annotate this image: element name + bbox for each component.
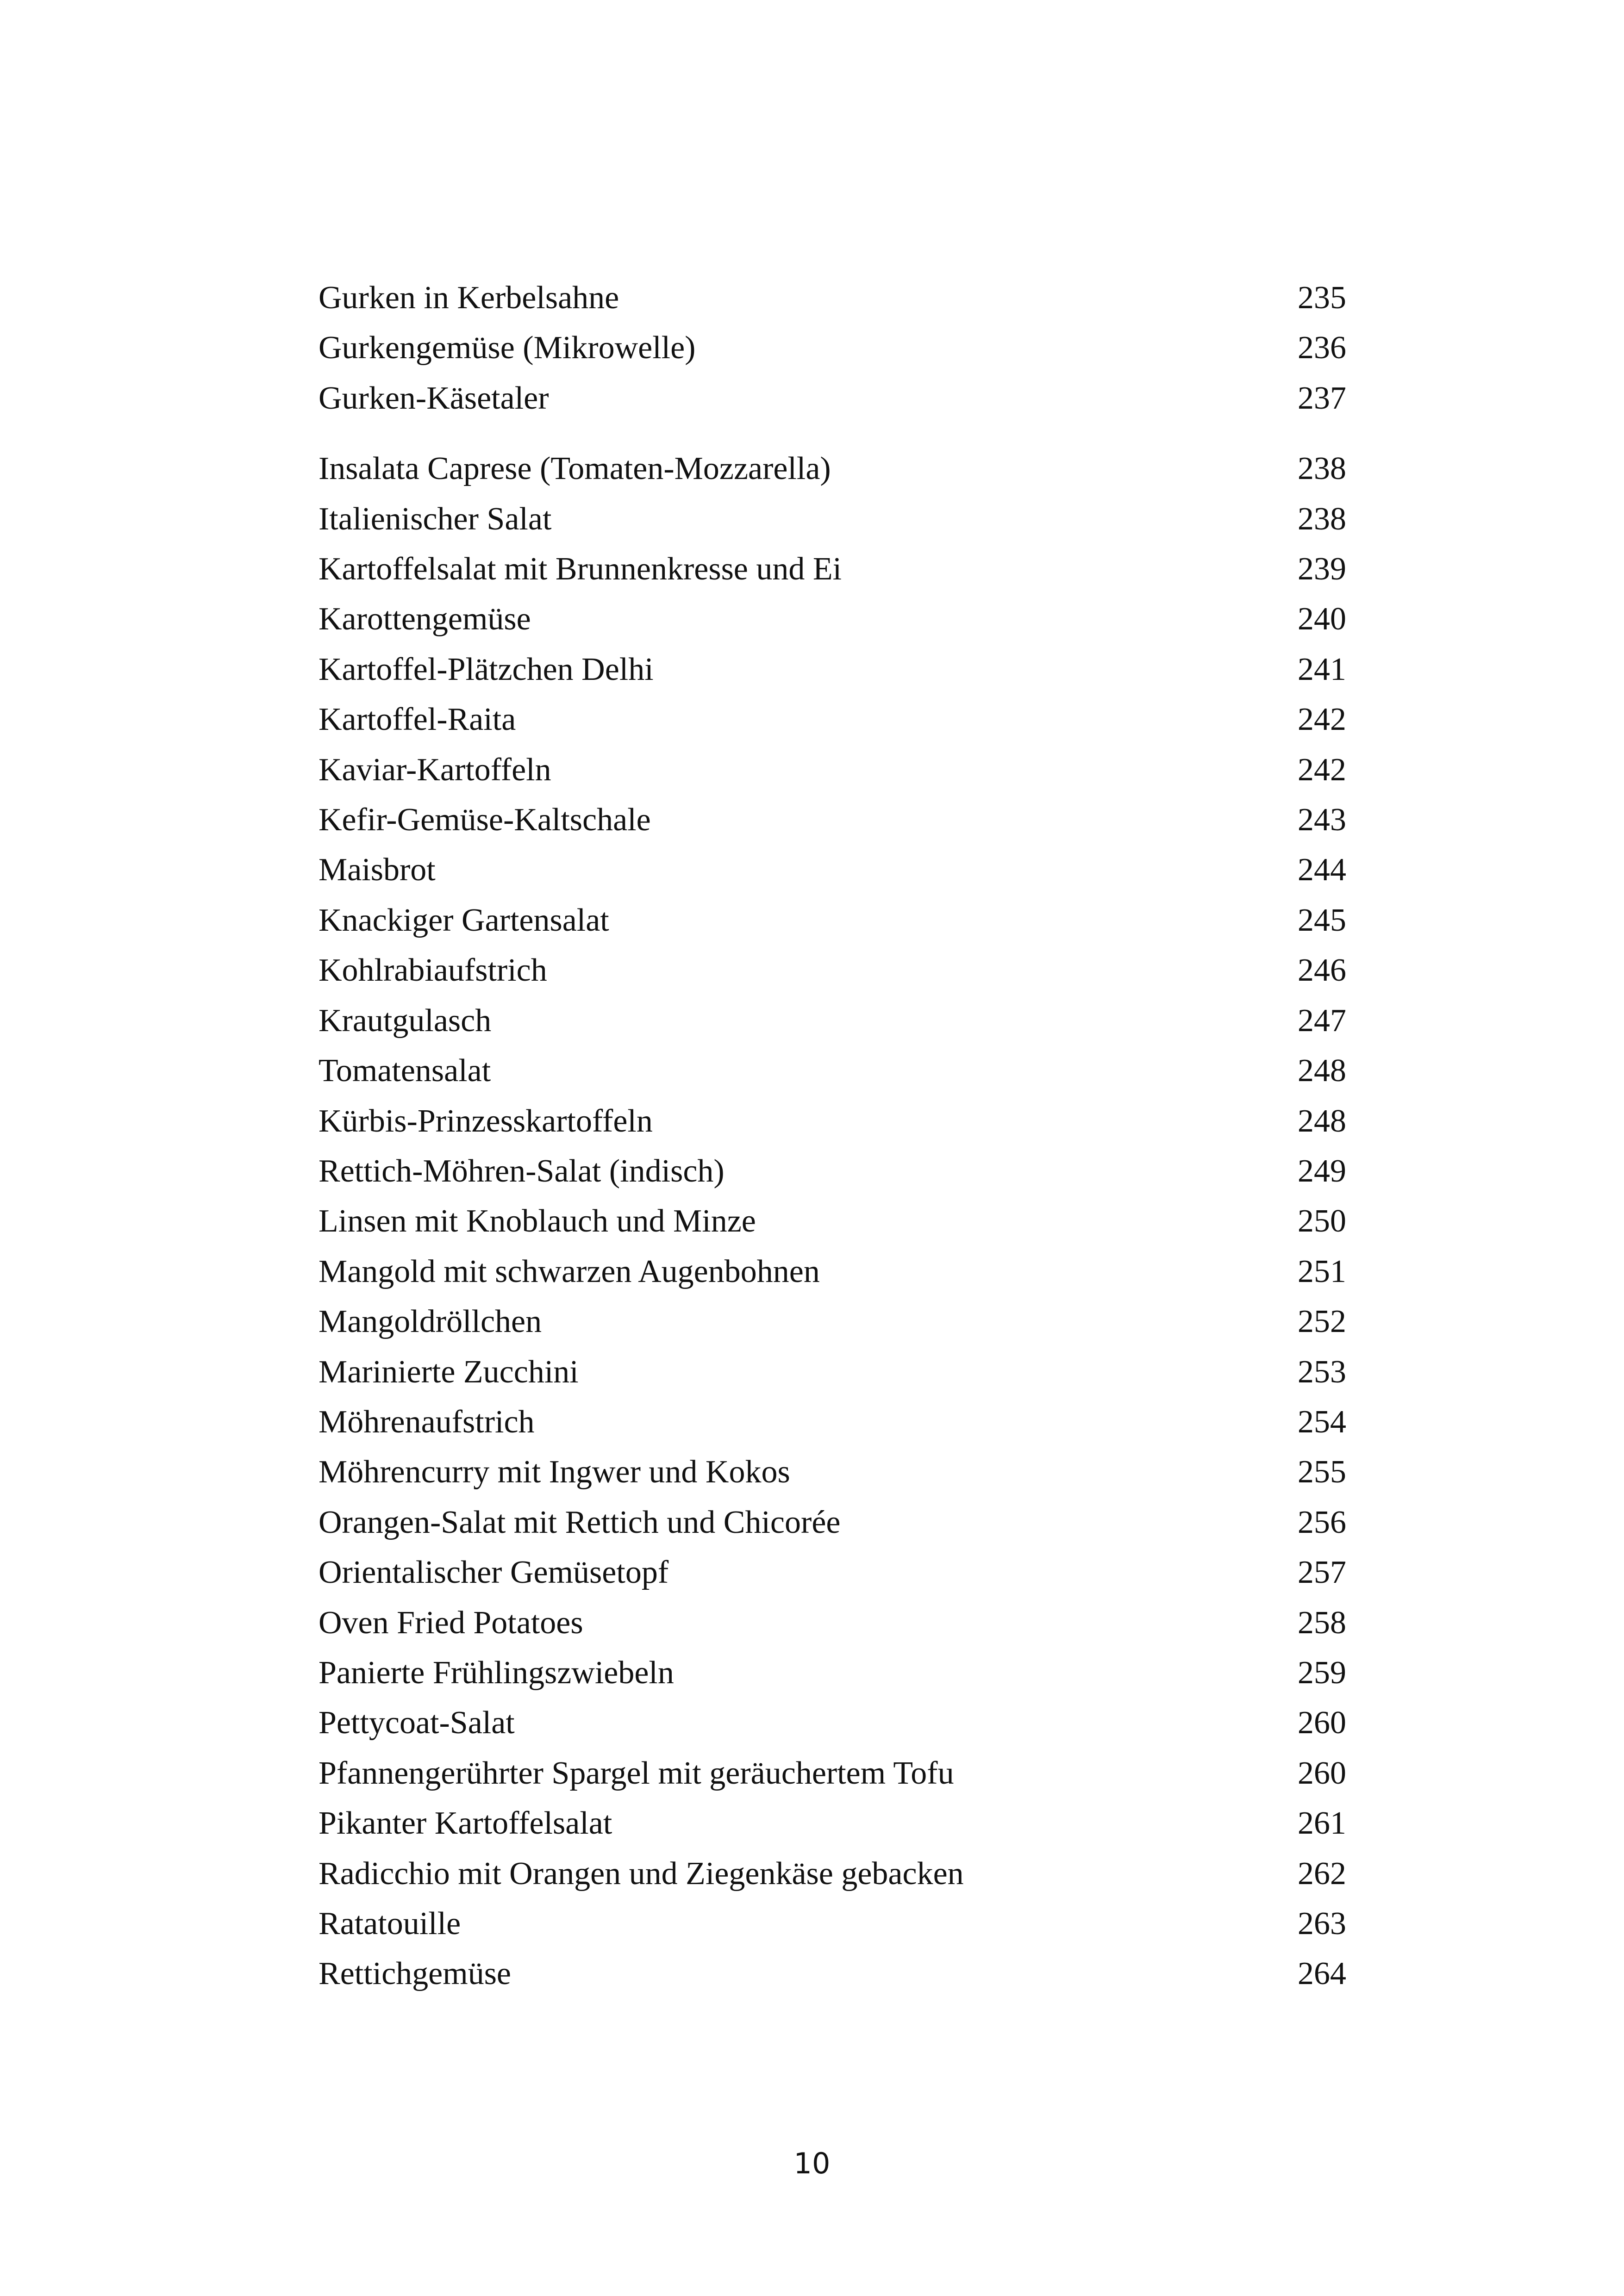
toc-entry-page: 260 (1298, 1705, 1346, 1741)
toc-entry-title: Insalata Caprese (Tomaten-Mozzarella) (319, 451, 831, 487)
toc-entry-page: 261 (1298, 1805, 1346, 1842)
toc-entry (319, 1748, 1346, 1798)
toc-entry-page: 250 (1298, 1203, 1346, 1239)
toc-entry-page: 263 (1298, 1906, 1346, 1941)
toc-entry (319, 1397, 1346, 1447)
toc-entry (319, 494, 1346, 544)
toc-entry-page: 252 (1298, 1304, 1346, 1340)
toc-entry-title: Kartoffelsalat mit Brunnenkresse und Ei (319, 551, 842, 587)
toc-entry-title: Möhrencurry mit Ingwer und Kokos (319, 1454, 790, 1490)
toc-entry-page: 239 (1298, 551, 1346, 587)
toc-entry-title: Panierte Frühlingszwiebeln (319, 1655, 674, 1691)
toc-entry (319, 695, 1346, 745)
toc-entry-title: Kefir-Gemüse-Kaltschale (319, 802, 651, 838)
toc-entry-page: 254 (1298, 1404, 1346, 1440)
toc-entry (319, 323, 1346, 373)
toc-entry-page: 238 (1298, 501, 1346, 537)
toc-entry (319, 1447, 1346, 1497)
toc-entry-title: Kartoffel-Raita (319, 702, 516, 738)
toc-entry (319, 1146, 1346, 1196)
toc-entry (319, 1046, 1346, 1096)
toc-entry-title: Marinierte Zucchini (319, 1354, 579, 1390)
toc-entry (319, 795, 1346, 845)
toc-entry (319, 845, 1346, 895)
toc-entry (319, 1798, 1346, 1848)
toc-entry-title: Gurkengemüse (Mikrowelle) (319, 330, 696, 366)
table-of-contents (319, 273, 1346, 1999)
toc-entry-page: 241 (1298, 651, 1346, 687)
toc-entry-page: 236 (1298, 330, 1346, 366)
toc-entry-page: 246 (1298, 952, 1346, 989)
toc-entry-page: 262 (1298, 1855, 1346, 1892)
toc-entry-page: 259 (1298, 1655, 1346, 1691)
toc-entry-page: 240 (1298, 601, 1346, 637)
toc-entry-page: 248 (1298, 1103, 1346, 1139)
toc-entry-page: 247 (1298, 1002, 1346, 1039)
toc-entry-page: 244 (1298, 852, 1346, 888)
toc-entry-page: 238 (1298, 451, 1346, 487)
toc-entry (319, 1698, 1346, 1748)
toc-entry-title: Knackiger Gartensalat (319, 902, 609, 938)
toc-group-gurken (319, 273, 1346, 423)
toc-entry-title: Orientalischer Gemüsetopf (319, 1555, 669, 1591)
toc-entry (319, 273, 1346, 323)
toc-entry-title: Ratatouille (319, 1906, 461, 1941)
toc-entry-title: Kohlrabiaufstrich (319, 952, 547, 989)
toc-entry-page: 255 (1298, 1454, 1346, 1490)
toc-entry (319, 946, 1346, 996)
toc-entry-page: 258 (1298, 1605, 1346, 1641)
toc-entry (319, 1548, 1346, 1598)
toc-entry-title: Kürbis-Prinzesskartoffeln (319, 1103, 653, 1139)
toc-entry (319, 1096, 1346, 1146)
toc-entry (319, 544, 1346, 594)
toc-entry (319, 1247, 1346, 1297)
toc-entry-title: Kaviar-Kartoffeln (319, 752, 551, 788)
toc-entry-page: 257 (1298, 1555, 1346, 1591)
toc-entry (319, 645, 1346, 695)
toc-entry-title: Linsen mit Knoblauch und Minze (319, 1203, 756, 1239)
toc-entry (319, 1849, 1346, 1899)
toc-entry-page: 260 (1298, 1755, 1346, 1791)
toc-entry-page: 248 (1298, 1053, 1346, 1089)
toc-entry (319, 1899, 1346, 1949)
toc-entry-page: 245 (1298, 902, 1346, 938)
toc-entry-title: Oven Fried Potatoes (319, 1605, 583, 1641)
toc-group-main (319, 444, 1346, 1999)
toc-entry-title: Mangold mit schwarzen Augenbohnen (319, 1253, 820, 1289)
toc-entry-title: Rettich-Möhren-Salat (indisch) (319, 1153, 725, 1189)
toc-entry-page: 243 (1298, 802, 1346, 838)
toc-entry-title: Orangen-Salat mit Rettich und Chicorée (319, 1504, 841, 1540)
toc-entry (319, 373, 1346, 423)
toc-entry-page: 253 (1298, 1354, 1346, 1390)
toc-entry-page: 237 (1298, 380, 1346, 416)
toc-entry (319, 594, 1346, 644)
toc-entry (319, 1498, 1346, 1548)
toc-entry-title: Gurken in Kerbelsahne (319, 280, 619, 316)
toc-entry-title: Gurken-Käsetaler (319, 380, 549, 416)
toc-entry-page: 242 (1298, 702, 1346, 738)
toc-entry-title: Italienischer Salat (319, 501, 552, 537)
toc-entry-page: 256 (1298, 1504, 1346, 1540)
toc-entry-page: 251 (1298, 1253, 1346, 1289)
toc-entry (319, 745, 1346, 795)
toc-entry-title: Kartoffel-Plätzchen Delhi (319, 651, 654, 687)
toc-entry-page: 264 (1298, 1956, 1346, 1992)
toc-entry-title: Tomatensalat (319, 1053, 491, 1089)
toc-entry-title: Krautgulasch (319, 1002, 492, 1039)
toc-entry (319, 1598, 1346, 1648)
toc-entry (319, 1196, 1346, 1246)
toc-entry (319, 896, 1346, 946)
toc-entry-title: Maisbrot (319, 852, 436, 888)
toc-entry (319, 1347, 1346, 1397)
toc-entry-page: 242 (1298, 752, 1346, 788)
toc-entry (319, 1297, 1346, 1347)
toc-entry-page: 235 (1298, 280, 1346, 316)
toc-entry-title: Pettycoat-Salat (319, 1705, 515, 1741)
toc-entry-title: Karottengemüse (319, 601, 531, 637)
toc-entry (319, 1949, 1346, 1999)
toc-entry (319, 444, 1346, 494)
toc-entry-title: Pikanter Kartoffelsalat (319, 1805, 612, 1842)
toc-entry-page: 249 (1298, 1153, 1346, 1189)
page-number: 10 (793, 2147, 831, 2180)
toc-entry-title: Rettichgemüse (319, 1956, 512, 1992)
toc-entry-title: Radicchio mit Orangen und Ziegenkäse gebacken (319, 1855, 964, 1892)
toc-entry (319, 996, 1346, 1046)
toc-entry-title: Möhrenaufstrich (319, 1404, 535, 1440)
toc-entry-title: Pfannengerührter Spargel mit geräuchertem Tofu (319, 1755, 954, 1791)
toc-entry (319, 1648, 1346, 1698)
toc-entry-title: Mangoldröllchen (319, 1304, 542, 1340)
